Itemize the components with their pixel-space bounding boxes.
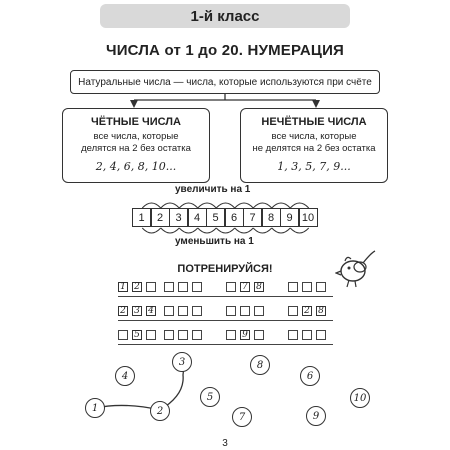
odd-examples: 1, 3, 5, 7, 9... [277,160,351,173]
answer-square[interactable]: 7 [240,282,250,292]
number-cell: 5 [206,208,226,227]
answer-square[interactable]: 4 [146,306,156,316]
number-cell: 10 [298,208,318,227]
number-cell: 6 [224,208,244,227]
odd-desc-1: все числа, которые [271,131,357,142]
even-title: ЧЁТНЫЕ ЧИСЛА [91,116,181,128]
odd-desc-2: не делятся на 2 без остатка [252,143,376,154]
answer-square[interactable]: 8 [254,282,264,292]
answer-square[interactable]: 2 [302,306,312,316]
number-circle: 4 [115,366,135,386]
number-circle: 10 [350,388,370,408]
even-desc-2: делятся на 2 без остатка [81,143,191,154]
number-circle: 7 [232,407,252,427]
number-cell: 9 [280,208,300,227]
answer-square[interactable]: 2 [132,282,142,292]
definition-text: Натуральные числа — числа, которые используются при счёте [78,76,372,88]
number-cell: 3 [169,208,189,227]
page-number: 3 [222,438,228,449]
odd-title: НЕЧЁТНЫЕ ЧИСЛА [261,116,367,128]
number-circle: 8 [250,355,270,375]
answer-square[interactable]: 5 [132,330,142,340]
number-circle: 3 [172,352,192,372]
increase-label: увеличить на 1 [175,184,251,195]
answer-square[interactable]: 9 [240,330,250,340]
number-circle: 1 [85,398,105,418]
number-cell: 1 [132,208,152,227]
answer-square[interactable]: 1 [118,282,128,292]
number-cell: 7 [243,208,263,227]
number-cell: 8 [261,208,281,227]
answer-square[interactable]: 3 [132,306,142,316]
number-cell: 2 [150,208,170,227]
number-cell: 4 [187,208,207,227]
even-desc-1: все числа, которые [93,131,179,142]
practice-title: ПОТРЕНИРУЙСЯ! [177,263,273,275]
grade-label: 1-й класс [190,7,260,25]
page-title: ЧИСЛА от 1 до 20. НУМЕРАЦИЯ [105,42,345,59]
answer-square[interactable]: 2 [118,306,128,316]
answer-square[interactable]: 8 [316,306,326,316]
number-circle: 9 [306,406,326,426]
number-circle: 6 [300,366,320,386]
even-examples: 2, 4, 6, 8, 10... [95,160,177,173]
number-circle: 5 [200,387,220,407]
number-circle: 2 [150,401,170,421]
decrease-label: уменьшить на 1 [175,236,254,247]
